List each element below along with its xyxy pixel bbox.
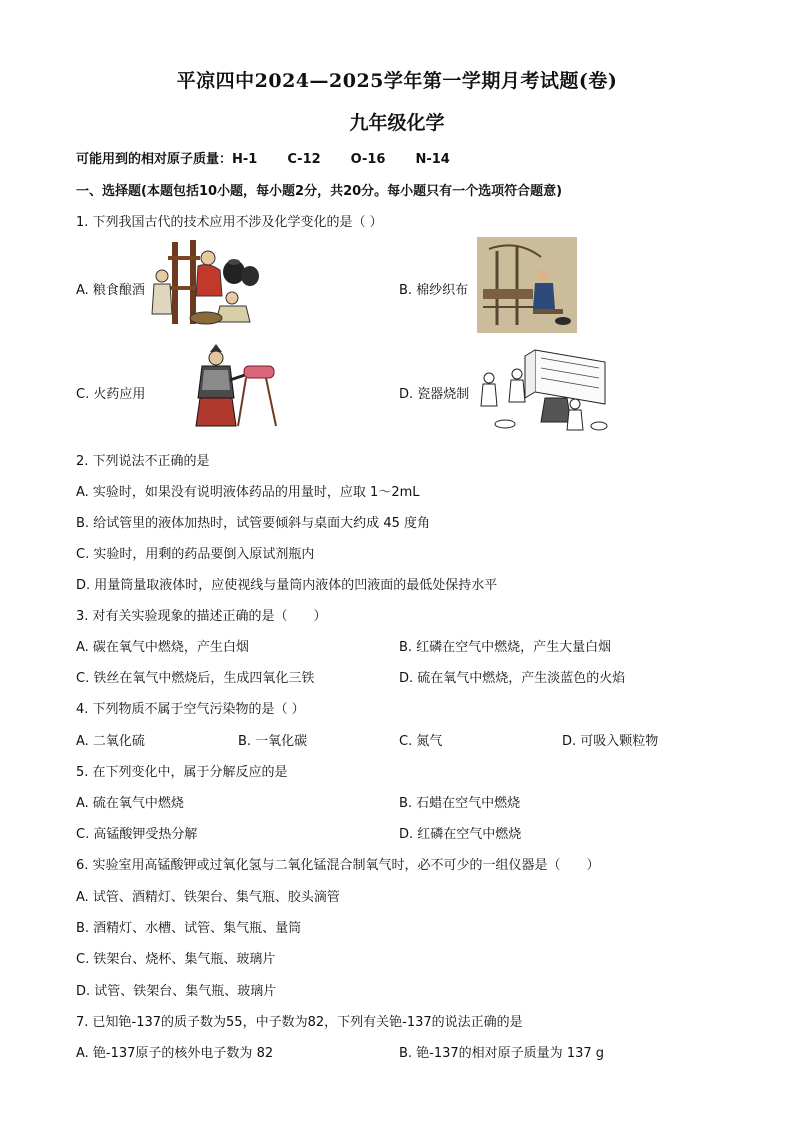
option-d: D. 硫在氧气中燃烧，产生淡蓝色的火焰 [399,671,626,686]
exam-subject: 九年级化学 [349,112,445,134]
atomic-mass-item: O-16 [350,152,386,167]
option-d: D. 红磷在空气中燃烧 [399,827,522,842]
weaving-loom-illustration [477,237,577,333]
atomic-mass-label: 可能用到的相对原子质量： [76,152,233,167]
option-c: C. 氮气 [399,734,443,749]
option-a: A. 试管、酒精灯、铁架台、集气瓶、胶头滴管 [76,890,340,905]
question-stem: 3. 对有关实验现象的描述正确的是（ ） [76,609,327,624]
option-a: A. 碳在氧气中燃烧，产生白烟 [76,640,249,655]
option-d: D. 可吸入颗粒物 [562,734,659,749]
option-b: B. 铯-137的相对原子质量为 137 g [399,1046,605,1061]
porcelain-kiln-illustration [475,344,611,434]
wine-brewing-illustration [150,236,268,330]
option-d: D. 用量筒量取液体时，应使视线与量筒内液体的凹液面的最低处保持水平 [76,578,498,593]
question-stem: 1. 下列我国古代的技术应用不涉及化学变化的是（ ） [76,215,383,230]
atomic-mass-line [76,148,480,167]
option-a: A. 铯-137原子的核外电子数为 82 [76,1046,274,1061]
option-a: A. 硫在氧气中燃烧 [76,796,184,811]
option-d: D. 瓷器烧制 [399,387,470,402]
option-a: A. 粮食酿酒 [76,283,145,298]
gunpowder-warrior-illustration [186,340,282,432]
atomic-mass-item: C-12 [287,152,321,167]
atomic-mass-item: H-1 [232,152,258,167]
option-b: B. 石蜡在空气中燃烧 [399,796,521,811]
option-b: B. 一氧化碳 [238,734,308,749]
option-b: B. 给试管里的液体加热时，试管要倾斜与桌面大约成 45 度角 [76,516,430,531]
option-a: A. 二氧化硫 [76,734,145,749]
option-b: B. 红磷在空气中燃烧，产生大量白烟 [399,640,612,655]
option-c: C. 火药应用 [76,387,146,402]
option-b: B. 酒精灯、水槽、试管、集气瓶、量筒 [76,921,302,936]
question-stem: 4. 下列物质不属于空气污染物的是（ ） [76,702,305,717]
option-c: C. 实验时，用剩的药品要倒入原试剂瓶内 [76,547,315,562]
question-stem: 6. 实验室用高锰酸钾或过氧化氢与二氧化锰混合制氧气时，必不可少的一组仪器是（ ） [76,858,600,873]
option-c: C. 铁丝在氧气中燃烧后，生成四氧化三铁 [76,671,315,686]
option-d: D. 试管、铁架台、集气瓶、玻璃片 [76,984,277,999]
option-c: C. 铁架台、烧杯、集气瓶、玻璃片 [76,952,276,967]
section-heading: 一、选择题(本题包括10小题，每小题2分，共20分。每小题只有一个选项符合题意) [76,184,563,199]
atomic-mass-item: N-14 [415,152,450,167]
exam-title: 平凉四中2024—2025学年第一学期月考试题(卷) [176,70,618,92]
option-a: A. 实验时，如果没有说明液体药品的用量时，应取 1～2mL [76,485,420,500]
question-stem: 7. 已知铯-137的质子数为55，中子数为82，下列有关铯-137的说法正确的是 [76,1015,523,1030]
question-stem: 5. 在下列变化中，属于分解反应的是 [76,765,288,780]
option-c: C. 高锰酸钾受热分解 [76,827,198,842]
option-b: B. 棉纱织布 [399,283,469,298]
question-stem: 2. 下列说法不正确的是 [76,454,210,469]
